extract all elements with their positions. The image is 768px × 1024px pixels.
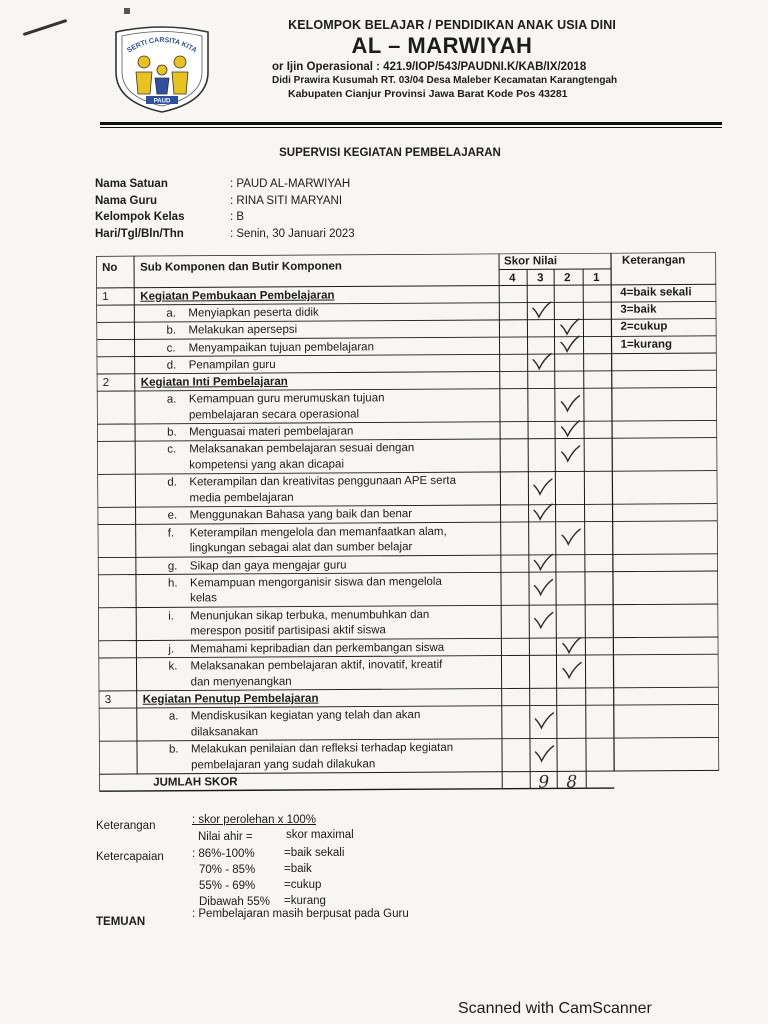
item-text: kompetensi yang akan dicapai	[189, 458, 345, 472]
item-letter: a.	[166, 393, 177, 406]
range-desc: =cukup	[284, 879, 322, 891]
item-text: kelas	[190, 592, 217, 605]
item-letter: f.	[167, 527, 175, 540]
identity-value: : RINA SITI MARYANI	[230, 194, 343, 207]
item-text: media pembelajaran	[189, 491, 294, 505]
item-letter: a.	[166, 307, 176, 320]
scoring-notes	[96, 814, 616, 934]
identity-label: Nama Satuan	[95, 178, 168, 190]
item-letter: b.	[167, 426, 177, 439]
range-desc: =baik	[284, 863, 312, 875]
keterangan-label: Keterangan	[96, 820, 156, 832]
item-text: Kemampuan mengorganisir siswa dan mengelola	[189, 575, 442, 590]
identity-label: Hari/Tgl/Bln/Thn	[95, 227, 184, 240]
item-text: Menunjukan sikap terbuka, menumbuhkan dan	[190, 608, 430, 623]
item-text: Kemampuan guru merumuskan tujuan	[188, 392, 385, 406]
col-header-component: Sub Komponen dan Butir Komponen	[140, 260, 342, 274]
identity-label: Kelompok Kelas	[95, 211, 185, 223]
scan-dot	[124, 8, 130, 14]
item-text: pembelajaran secara operasional	[188, 408, 360, 422]
range-value: 70% - 85%	[199, 864, 256, 876]
item-letter: k.	[168, 660, 178, 673]
col-header-no: No	[102, 261, 118, 274]
formula-denominator: skor maximal	[286, 829, 354, 841]
item-text: dan menyenangkan	[190, 675, 292, 688]
section-title: Kegiatan Penutup Pembelajaran	[142, 692, 319, 706]
section-title: Kegiatan Pembukaan Pembelajaran	[140, 289, 335, 303]
logo-label: PAUD	[153, 98, 171, 105]
col-header-score-4: 4	[509, 272, 516, 285]
supervision-table	[96, 252, 719, 800]
row-number: 2	[102, 376, 110, 389]
section-title: Kegiatan Inti Pembelajaran	[140, 375, 288, 389]
camscanner-watermark: Scanned with CamScanner	[458, 1000, 652, 1017]
identity-value: : B	[230, 211, 245, 223]
item-text: pembelajaran yang sudah dilakukan	[191, 757, 376, 772]
score-legend-item: 2=cukup	[620, 320, 668, 334]
identity-row	[95, 178, 355, 195]
item-letter: c.	[167, 443, 177, 456]
letterhead-rule-thick	[100, 122, 722, 125]
item-text: lingkungan sebagai alat dan sumber belajar	[189, 541, 413, 555]
item-text: Keterampilan mengelola dan memanfaatkan alam,	[189, 525, 447, 540]
identity-value: : PAUD AL-MARWIYAH	[230, 178, 351, 190]
item-letter: d.	[167, 476, 178, 489]
item-text: Mendiskusikan kegiatan yang telah dan akan	[190, 709, 421, 723]
score-legend-item: 4=baik sekali	[620, 286, 692, 299]
total-score-label: JUMLAH SKOR	[153, 776, 238, 789]
item-letter: g.	[167, 560, 178, 573]
letterhead-rule-thin	[100, 127, 722, 128]
range-desc: =baik sekali	[284, 847, 345, 859]
item-text: Keterampilan dan kreativitas penggunaan APE serta	[189, 475, 457, 489]
institution-name: AL – MARWIYAH	[351, 33, 533, 58]
item-text: dilaksanakan	[190, 725, 259, 739]
range-desc: =kurang	[284, 895, 326, 907]
identity-row	[95, 211, 355, 228]
col-header-score-3: 3	[537, 272, 544, 285]
item-text: Penampilan guru	[188, 358, 276, 372]
item-letter: a.	[168, 710, 179, 723]
identity-row	[95, 228, 355, 245]
row-number: 3	[104, 693, 112, 706]
item-letter: j.	[168, 643, 175, 656]
logo-motto: SERTI CARSITA KITA	[126, 36, 198, 55]
col-header-score-2: 2	[564, 272, 571, 285]
paud-logo	[110, 22, 214, 114]
range-value: 55% - 69%	[199, 880, 256, 892]
item-letter: d.	[166, 359, 177, 372]
letterhead-permit: or Ijin Operasional : 421.9/IOP/543/PAUDNI.K/KAB/IX/2018	[272, 61, 587, 73]
col-header-note: Keterangan	[622, 254, 686, 267]
temuan-value: : Pembelajaran masih berpusat pada Guru	[192, 908, 409, 920]
col-header-score: Skor Nilai	[504, 255, 558, 268]
item-text: Memahami kepribadian dan perkembangan siswa	[190, 641, 445, 656]
formula-numerator: : skor perolehan x 100%	[192, 814, 317, 826]
nilai-label: Nilai ahir =	[198, 831, 253, 843]
identity-value: : Senin, 30 Januari 2023	[230, 227, 355, 240]
row-number: 1	[102, 290, 109, 303]
item-text: Menggunakan Bahasa yang baik dan benar	[189, 508, 413, 522]
item-text: Melakukan penilaian dan refleksi terhadap kegiatan	[190, 742, 454, 756]
ketercapaian-label: Ketercapaian	[96, 851, 164, 863]
item-text: Melaksanakan pembelajaran aktif, inovatif, kreatif	[190, 658, 443, 673]
letterhead-address: Didi Prawira Kusumah RT. 03/04 Desa Maleber Kecamatan Karangtengah	[272, 75, 618, 86]
item-letter: c.	[166, 342, 176, 355]
identity-row	[95, 195, 355, 212]
score-legend-item: 3=baik	[620, 303, 657, 316]
item-text: Menguasai materi pembelajaran	[189, 425, 354, 439]
identity-block	[95, 178, 355, 244]
range-value: : 86%-100%	[192, 848, 255, 860]
letterhead	[272, 18, 672, 100]
total-score-2: 8	[566, 772, 578, 793]
item-text: Melaksanakan pembelajaran sesuai dengan	[189, 442, 415, 456]
document-title: SUPERVISI KEGIATAN PEMBELAJARAN	[279, 147, 501, 159]
score-legend-item: 1=kurang	[620, 338, 673, 351]
item-letter: e.	[167, 509, 178, 522]
range-value: Dibawah 55%	[199, 896, 270, 908]
identity-label: Nama Guru	[95, 194, 157, 207]
letterhead-region: Kabupaten Cianjur Provinsi Jawa Barat Kode Pos 43281	[288, 88, 568, 100]
item-text: Menyampaikan tujuan pembelajaran	[188, 340, 375, 355]
pen-stroke-mark	[23, 19, 68, 36]
col-header-score-1: 1	[593, 271, 600, 284]
item-text: Menyiapkan peserta didik	[188, 306, 319, 320]
letterhead-line1: KELOMPOK BELAJAR / PENDIDIKAN ANAK USIA DINI	[288, 18, 616, 32]
item-letter: b.	[166, 324, 177, 337]
item-text: merespon positif partisipasi aktif siswa	[190, 624, 386, 638]
item-text: Sikap dan gaya mengajar guru	[189, 559, 347, 573]
temuan-label: TEMUAN	[96, 916, 146, 928]
item-letter: h.	[167, 577, 178, 590]
item-text: Melakukan apersepsi	[188, 324, 298, 337]
total-score-3: 9	[538, 772, 550, 793]
item-letter: b.	[168, 743, 179, 756]
item-letter: i.	[168, 610, 174, 623]
